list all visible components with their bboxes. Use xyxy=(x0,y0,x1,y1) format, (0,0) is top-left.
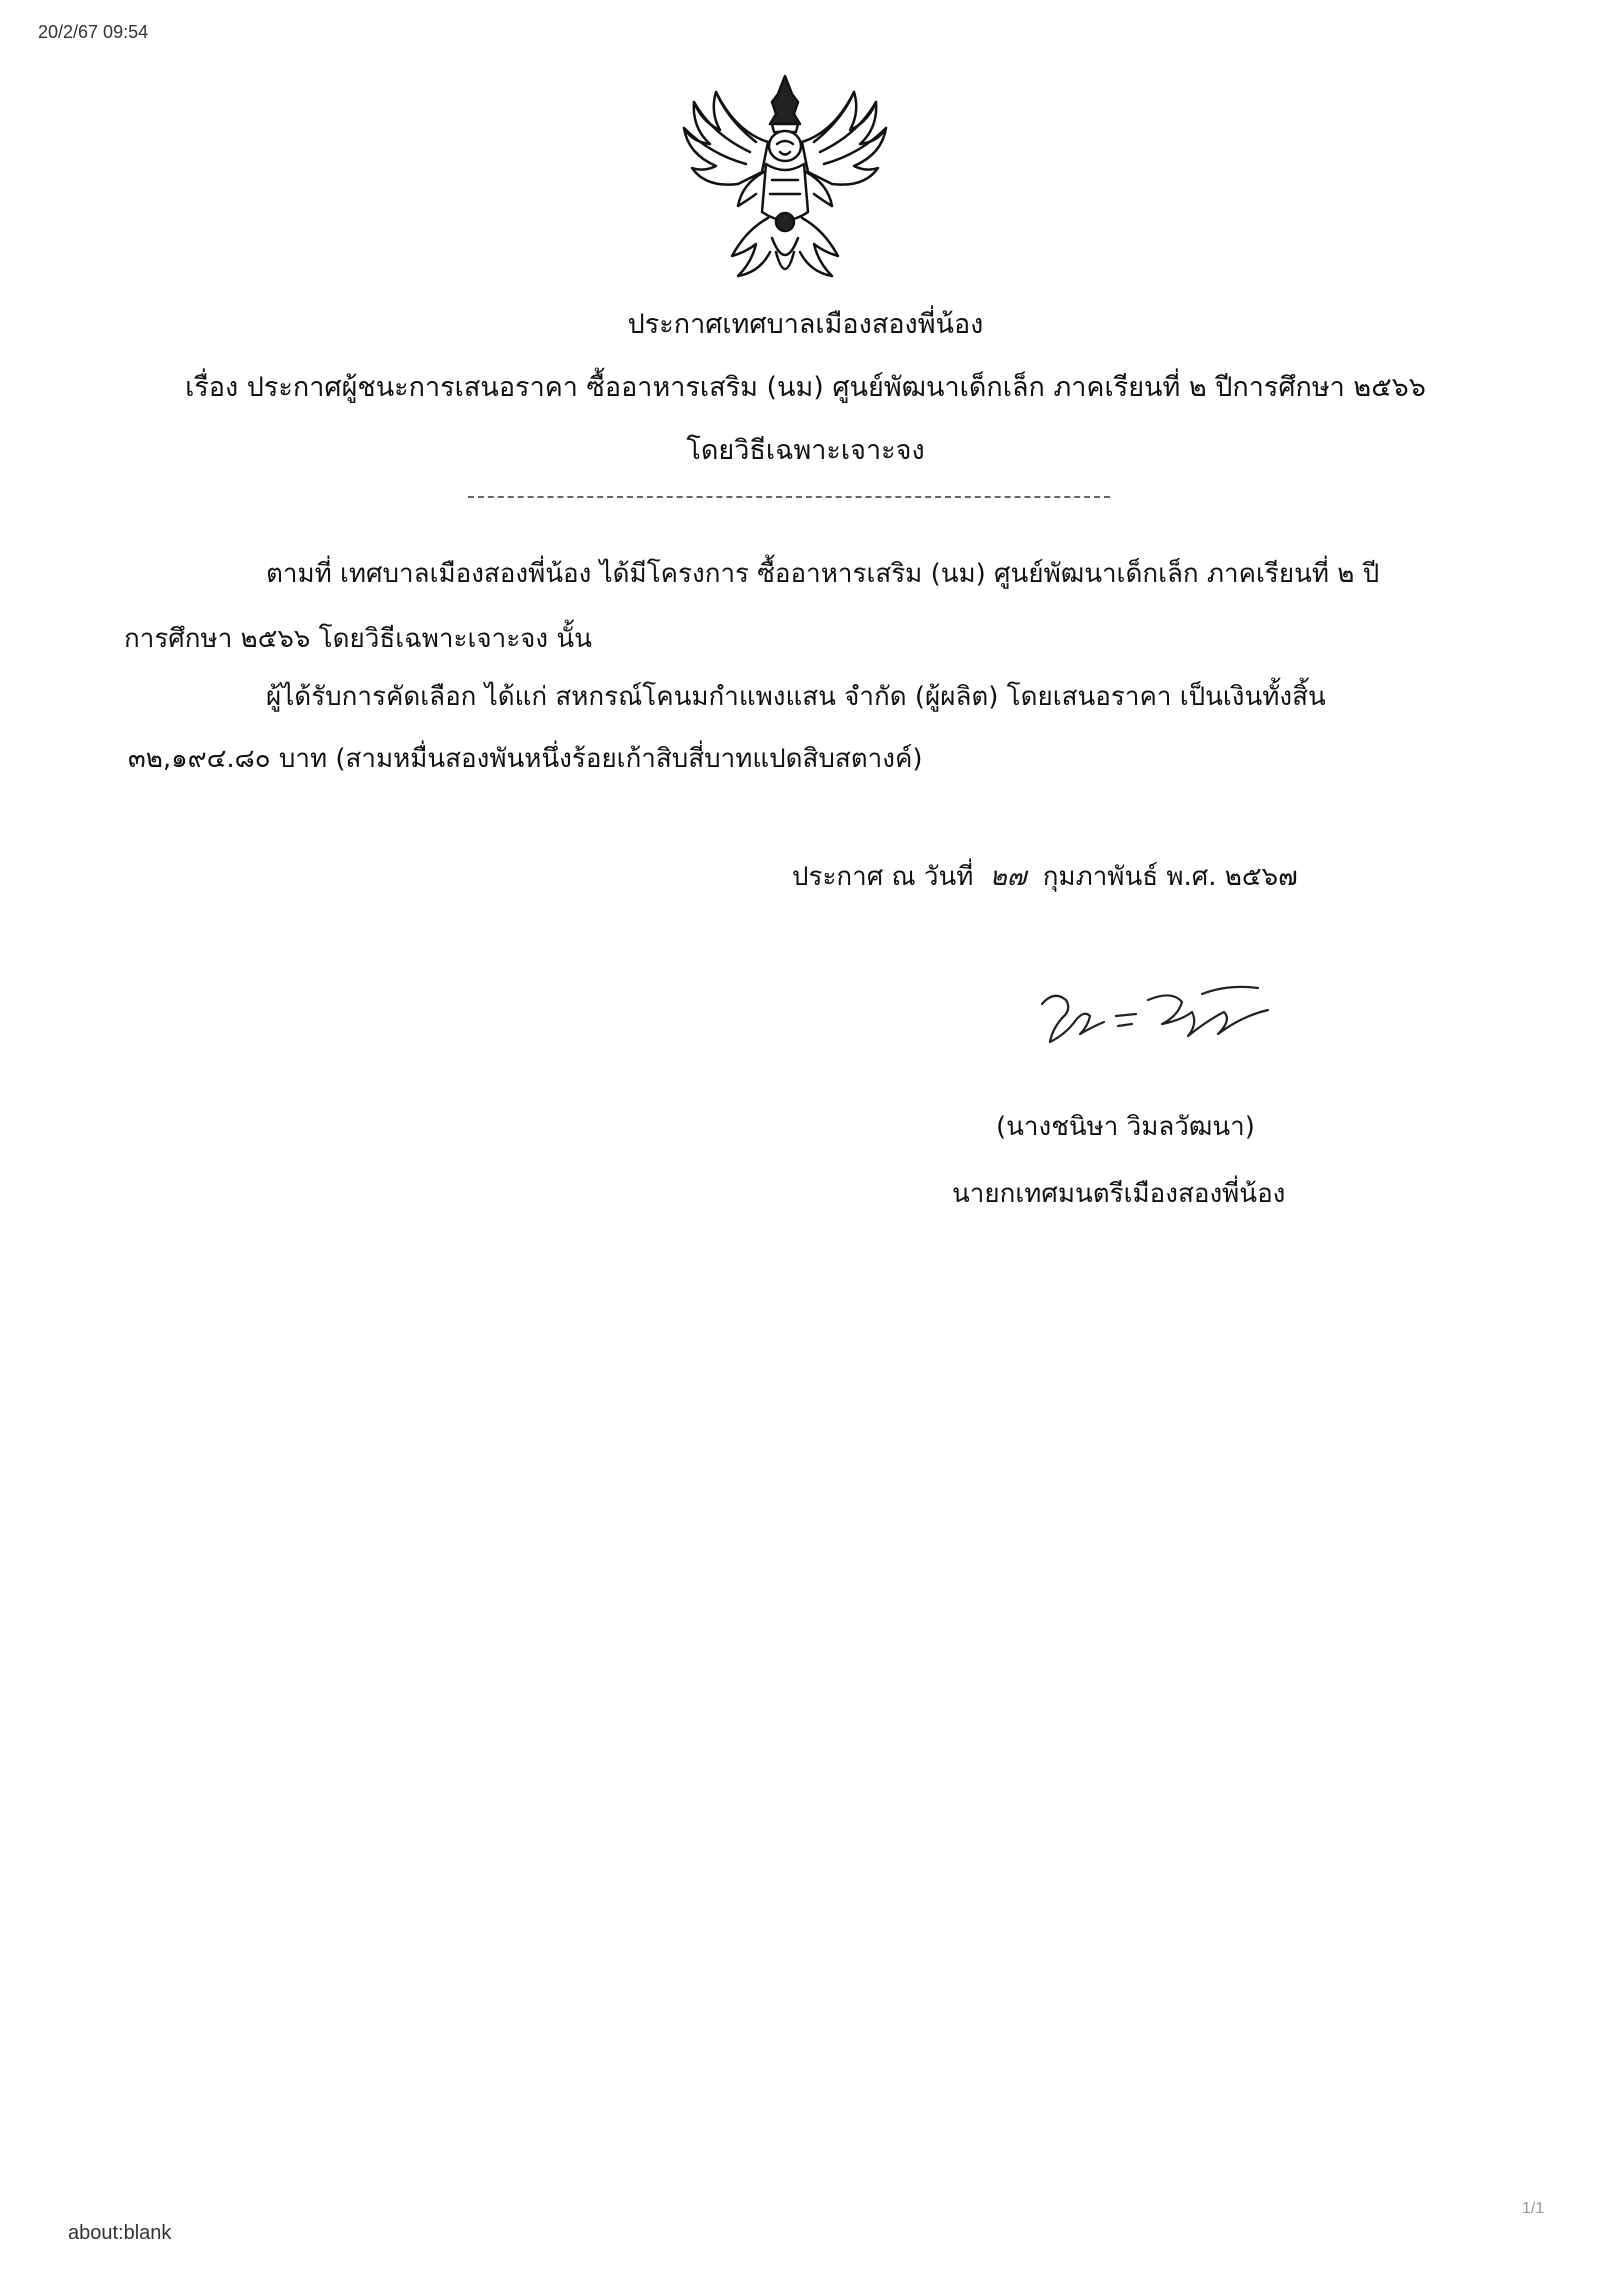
procurement-method: โดยวิธีเฉพาะเจาะจง xyxy=(686,435,925,466)
paragraph-2-line-2: ๓๒,๑๙๔.๘๐ บาท (สามหมื่นสองพันหนึ่งร้อยเก้าสิบสี่บาทแปดสิบสตางค์) xyxy=(128,744,923,774)
print-timestamp: 20/2/67 09:54 xyxy=(38,22,149,42)
announcement-issuer: ประกาศเทศบาลเมืองสองพี่น้อง xyxy=(627,309,984,340)
date-prefix: ประกาศ ณ วันที่ xyxy=(792,862,974,892)
print-page-number: 1/1 xyxy=(1522,2200,1545,2217)
garuda-emblem-icon xyxy=(676,72,894,292)
handwritten-signature xyxy=(1032,960,1272,1060)
announcement-subject: เรื่อง ประกาศผู้ชนะการเสนอราคา ซื้ออาหารเสริม (นม) ศูนย์พัฒนาเด็กเล็ก ภาคเรียนที่ ๒ ปีการศึกษา ๒๕๖๖ xyxy=(185,372,1426,403)
separator-line xyxy=(468,496,1110,498)
signer-title: นายกเทศมนตรีเมืองสองพี่น้อง xyxy=(952,1179,1286,1209)
paragraph-1-line-1: ตามที่ เทศบาลเมืองสองพี่น้อง ได้มีโครงการ ซื้ออาหารเสริม (นม) ศูนย์พัฒนาเด็กเล็ก ภาคเรียนที่ ๒ ปี xyxy=(266,559,1380,589)
print-footer-url: about:blank xyxy=(68,2222,172,2244)
date-month-year: กุมภาพันธ์ พ.ศ. ๒๕๖๗ xyxy=(1042,862,1298,892)
date-day: ๒๗ xyxy=(989,862,1027,892)
paragraph-1-line-2: การศึกษา ๒๕๖๖ โดยวิธีเฉพาะเจาะจง นั้น xyxy=(124,624,592,654)
signer-name: (นางชนิษา วิมลวัฒนา) xyxy=(996,1112,1255,1142)
announcement-date xyxy=(792,856,1298,897)
paragraph-2-line-1: ผู้ได้รับการคัดเลือก ได้แก่ สหกรณ์โคนมกำแพงแสน จำกัด (ผู้ผลิต) โดยเสนอราคา เป็นเงินทั้งสิ้น xyxy=(266,682,1326,712)
